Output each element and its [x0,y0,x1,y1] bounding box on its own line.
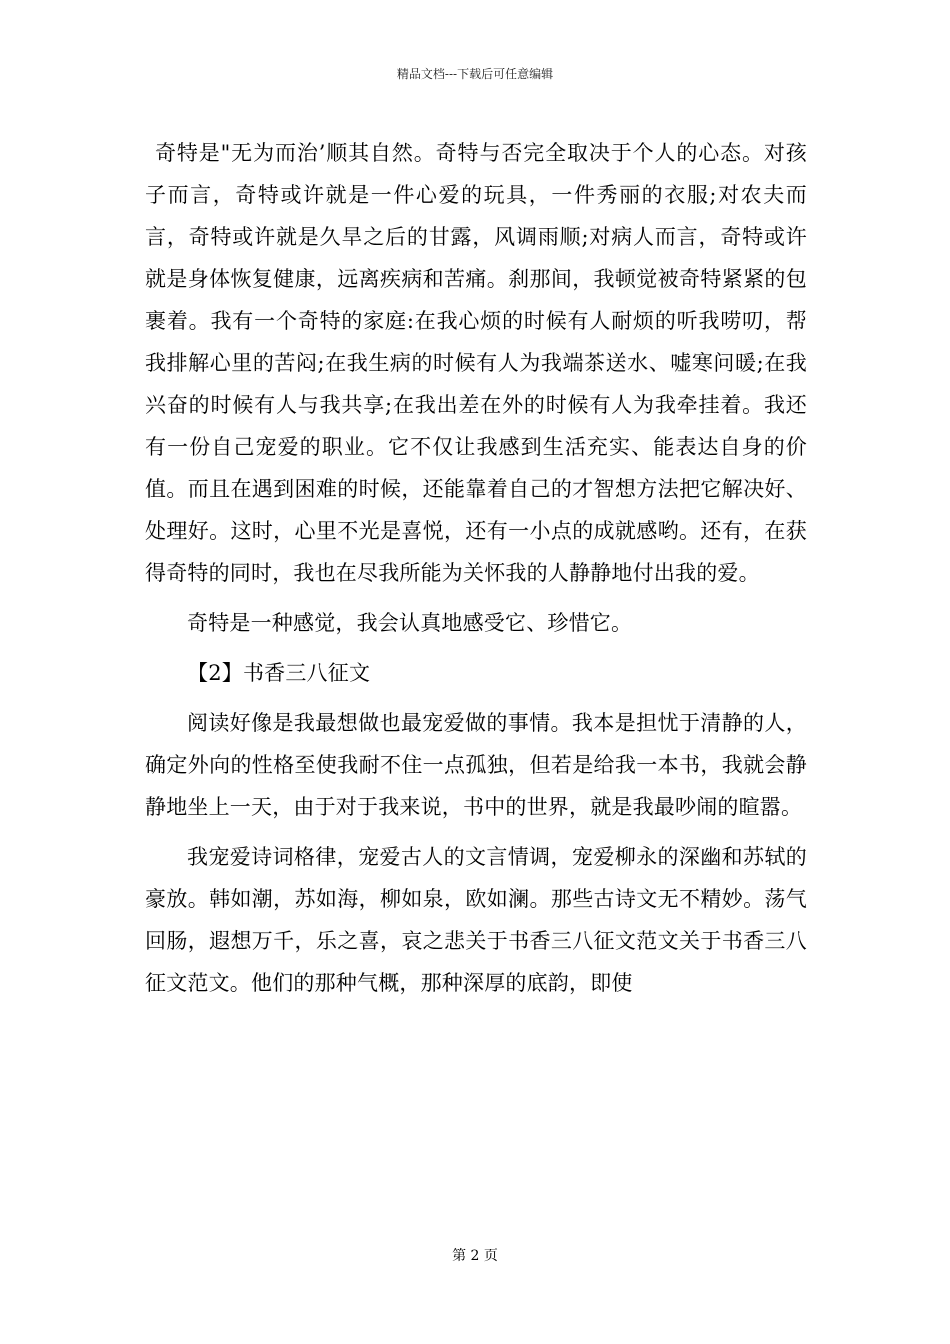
page-number: 第 2 页 [452,1248,498,1264]
paragraph-3: 阅读好像是我最想做也最宠爱做的事情。我本是担忧于清静的人，确定外向的性格至使我耐不住一点孤独，但若是给我一本书，我就会静静地坐上一天，由于对于我来说，书中的世界，就是我最吵闹的暄嚣。 [145,711,807,819]
section-heading: 【2】书香三八征文 [187,661,371,685]
document-body [145,132,807,1012]
paragraph-4: 我宠爱诗词格律，宠爱古人的文言情调，宠爱柳永的深幽和苏轼的豪放。韩如潮，苏如海，柳如泉，欧如澜。那些古诗文无不精妙。荡气回肠，遐想万千，乐之喜，哀之悲关于书香三八征文范文关于书香三八征文范文。他们的那种气概，那种深厚的底韵，即使 [145,845,807,995]
paragraph-2: 奇特是一种感觉，我会认真地感受它、珍惜它。 [187,611,633,635]
page-header: 精品文档---下载后可任意编辑 [396,67,554,81]
paragraph-1: 奇特是"无为而治’顺其自然。奇特与否完全取决于个人的心态。对孩子而言，奇特或许就是一件心爱的玩具，一件秀丽的衣服;对农夫而言，奇特或许就是久旱之后的甘露，风调雨顺;对病人而言，奇特或许就是身体恢复健康，远离疾病和苦痛。刹那间，我顿觉被奇特紧紧的包裹着。我有一个奇特的家庭:在我心烦的时候有人耐烦的听我唠叨，帮我排解心里的苦闷;在我生病的时候有人为我端茶送水、嘘寒问暖;在我兴奋的时候有人与我共享;在我出差在外的时候有人为我牵挂着。我还有一份自己宠爱的职业。它不仅让我感到生活充实、能表达自身的价值。而且在遇到困难的时候，还能靠着自己的才智想方法把它解决好、处理好。这时，心里不光是喜悦，还有一小点的成就感哟。还有，在获得奇特的同时，我也在尽我所能为关怀我的人静静地付出我的爱。 [145,141,807,585]
